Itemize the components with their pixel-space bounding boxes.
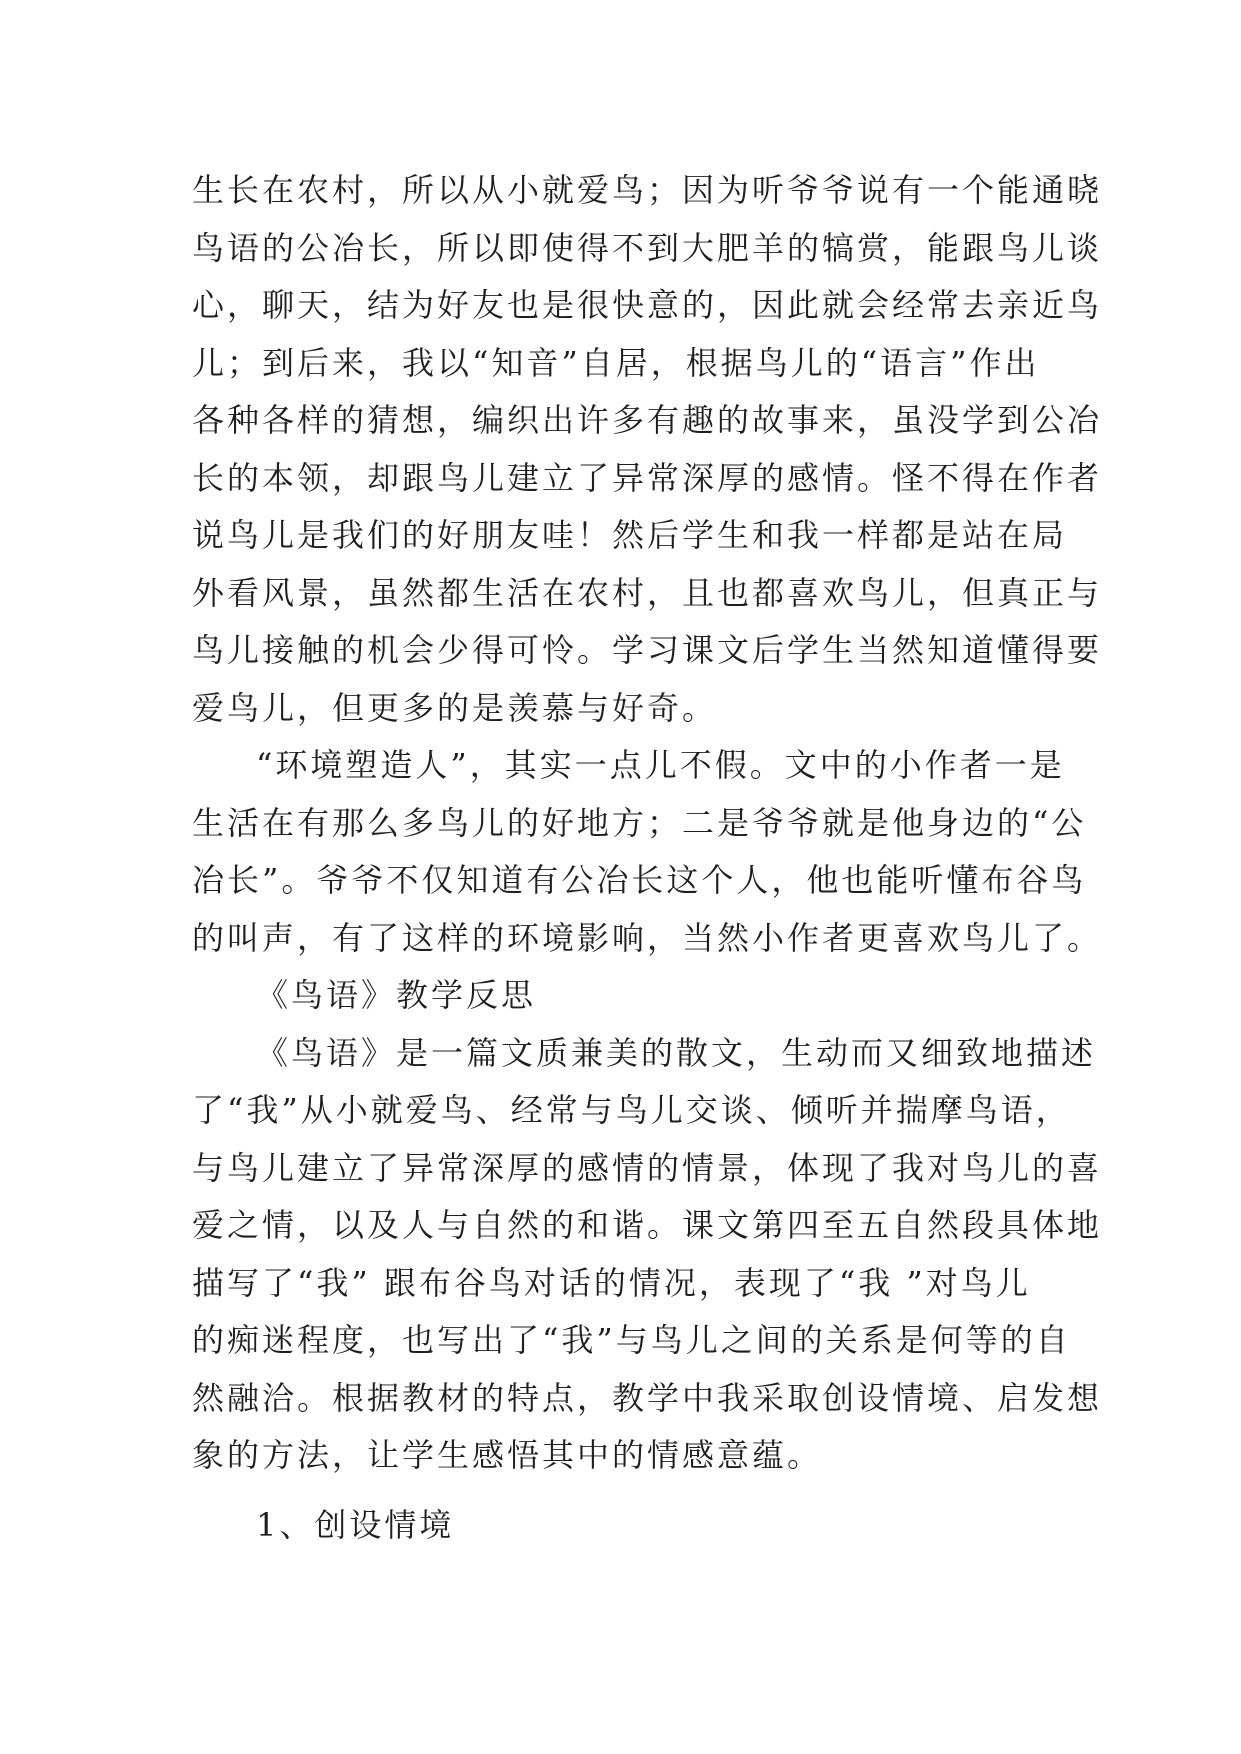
text-line: 鸟儿接触的机会少得可怜。学习课文后学生当然知道懂得要 (192, 631, 1103, 669)
text-line: 生活在有那么多鸟儿的好地方；二是爷爷就是他身边的“公 (192, 803, 1087, 842)
text-line: 象的方法，让学生感悟其中的情感意蕴。 (192, 1436, 823, 1474)
text-line: 描写了“我” 跟布谷鸟对话的情况，表现了“我 ”对鸟儿 (192, 1263, 1031, 1302)
text-line: 的叫声，有了这样的环境影响，当然小作者更喜欢鸟儿了。 (192, 918, 1103, 957)
text-line: 生长在农村，所以从小就爱鸟；因为听爷爷说有一个能通晓 (192, 171, 1103, 209)
text-line: 的痴迷程度，也写出了“我”与鸟儿之间的关系是何等的自 (192, 1321, 1071, 1359)
text-line: 各种各样的猜想，编织出许多有趣的故事来，虽没学到公冶 (192, 401, 1103, 439)
text-line: 了“我”从小就爱鸟、经常与鸟儿交谈、倾听并揣摩鸟语， (192, 1091, 1071, 1129)
text-line: 与鸟儿建立了异常深厚的感情的情景，体现了我对鸟儿的喜 (192, 1148, 1103, 1187)
text-line: 长的本领，却跟鸟儿建立了异常深厚的感情。怪不得在作者 (192, 458, 1103, 497)
text-line: 然融洽。根据教材的特点，教学中我采取创设情境、启发想 (192, 1378, 1103, 1417)
section-heading: 《鸟语》教学反思 (256, 976, 537, 1014)
text-line: 爱鸟儿，但更多的是羡慕与好奇。 (192, 688, 718, 727)
paragraph-start-line: 《鸟语》是一篇文质兼美的散文，生动而又细致地描述 (256, 1033, 1097, 1072)
text-line: 说鸟儿是我们的好朋友哇！然后学生和我一样都是站在局 (192, 516, 1068, 554)
paragraph-start-line: “环境塑造人”，其实一点儿不假。文中的小作者一是 (256, 746, 1065, 784)
text-line: 外看风景，虽然都生活在农村，且也都喜欢鸟儿，但真正与 (192, 573, 1103, 612)
text-line: 心，聊天，结为好友也是很快意的，因此就会经常去亲近鸟 (192, 286, 1103, 324)
text-line: 冶长”。爷爷不仅知道有公冶长这个人，他也能听懂布谷鸟 (192, 861, 1087, 899)
text-line: 儿；到后来，我以“知音”自居，根据鸟儿的“语言”作出 (192, 343, 1040, 382)
text-line: 鸟语的公冶长，所以即使得不到大肥羊的犒赏，能跟鸟儿谈 (192, 228, 1103, 267)
body-text (192, 162, 1103, 1554)
numbered-heading: 1、创设情境 (256, 1505, 455, 1544)
text-line: 爱之情，以及人与自然的和谐。课文第四至五自然段具体地 (192, 1206, 1103, 1244)
